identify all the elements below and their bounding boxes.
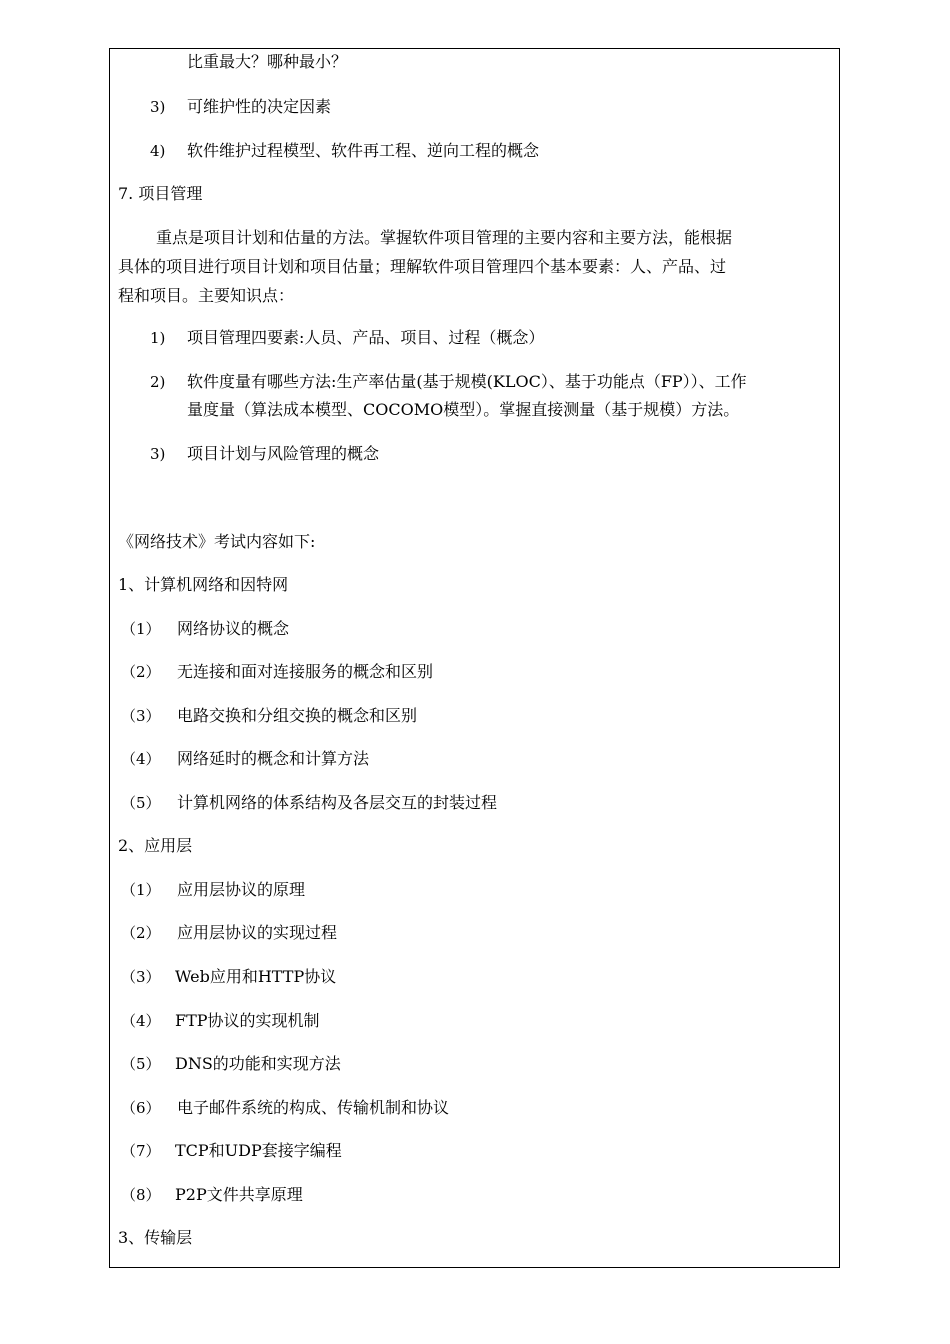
list-item-text: 软件度量有哪些方法:生产率估量(基于规模(KLOC）、基于功能点（FP））、工作 xyxy=(187,372,747,391)
list-item-number: （5） xyxy=(121,1055,161,1073)
list-item-text: 项目管理四要素:人员、产品、项目、过程（概念） xyxy=(187,328,545,347)
list-item-text: 计算机网络的体系结构及各层交互的封装过程 xyxy=(177,793,498,812)
list-item-number: （1） xyxy=(121,881,161,899)
list-item-number: （3） xyxy=(121,707,161,725)
list-item-text: Web应用和HTTP协议 xyxy=(175,967,337,986)
list-item-number: 3) xyxy=(150,445,166,463)
list-item-number: 2) xyxy=(150,373,166,391)
list-item-number: （7） xyxy=(121,1142,161,1160)
list-item-text: 量度量（算法成本模型、COCOMO模型）。掌握直接测量（基于规模）方法。 xyxy=(187,400,740,419)
section-heading: 1、计算机网络和因特网 xyxy=(118,575,289,594)
list-item-text: 网络延时的概念和计算方法 xyxy=(177,749,370,768)
list-item-number: （1） xyxy=(121,620,161,638)
list-item-text: 项目计划与风险管理的概念 xyxy=(187,444,380,463)
list-item-number: （3） xyxy=(121,968,161,986)
list-item-text: FTP协议的实现机制 xyxy=(175,1011,320,1030)
list-item-text: 应用层协议的实现过程 xyxy=(177,923,338,942)
paragraph-line: 程和项目。主要知识点： xyxy=(118,286,295,305)
list-item-text: 网络协议的概念 xyxy=(177,619,290,638)
list-item-number: 1) xyxy=(150,329,166,347)
list-item-number: （5） xyxy=(121,794,161,812)
list-item-text: 应用层协议的原理 xyxy=(177,880,306,899)
list-item-text: P2P文件共享原理 xyxy=(175,1185,303,1204)
list-item-text: 电子邮件系统的构成、传输机制和协议 xyxy=(177,1098,450,1117)
continuation-line: 比重最大？哪种最小？ xyxy=(187,52,348,71)
list-item-text: 可维护性的决定因素 xyxy=(187,97,332,116)
list-item-text: 软件维护过程模型、软件再工程、逆向工程的概念 xyxy=(187,141,540,160)
list-item-number: （8） xyxy=(121,1186,161,1204)
section-heading: 2、应用层 xyxy=(118,836,193,855)
list-item-text: DNS的功能和实现方法 xyxy=(175,1054,341,1073)
list-item-text: 无连接和面对连接服务的概念和区别 xyxy=(177,662,434,681)
list-item-text: TCP和UDP套接字编程 xyxy=(175,1141,342,1160)
section-heading: 3、传输层 xyxy=(118,1228,193,1247)
document-title: 《网络技术》考试内容如下: xyxy=(118,532,316,551)
list-item-number: （4） xyxy=(121,750,161,768)
list-item-number: （2） xyxy=(121,924,161,942)
list-item-text: 电路交换和分组交换的概念和区别 xyxy=(177,706,418,725)
list-item-number: 3) xyxy=(150,98,166,116)
section-heading: 7. 项目管理 xyxy=(118,184,203,203)
paragraph-line: 具体的项目进行项目计划和项目估量；理解软件项目管理四个基本要素：人、产品、过 xyxy=(118,257,727,276)
list-item-number: （2） xyxy=(121,663,161,681)
list-item-number: （4） xyxy=(121,1012,161,1030)
paragraph-line: 重点是项目计划和估量的方法。掌握软件项目管理的主要内容和主要方法，能根据 xyxy=(156,228,733,247)
list-item-number: 4) xyxy=(150,142,166,160)
list-item-number: （6） xyxy=(121,1099,161,1117)
